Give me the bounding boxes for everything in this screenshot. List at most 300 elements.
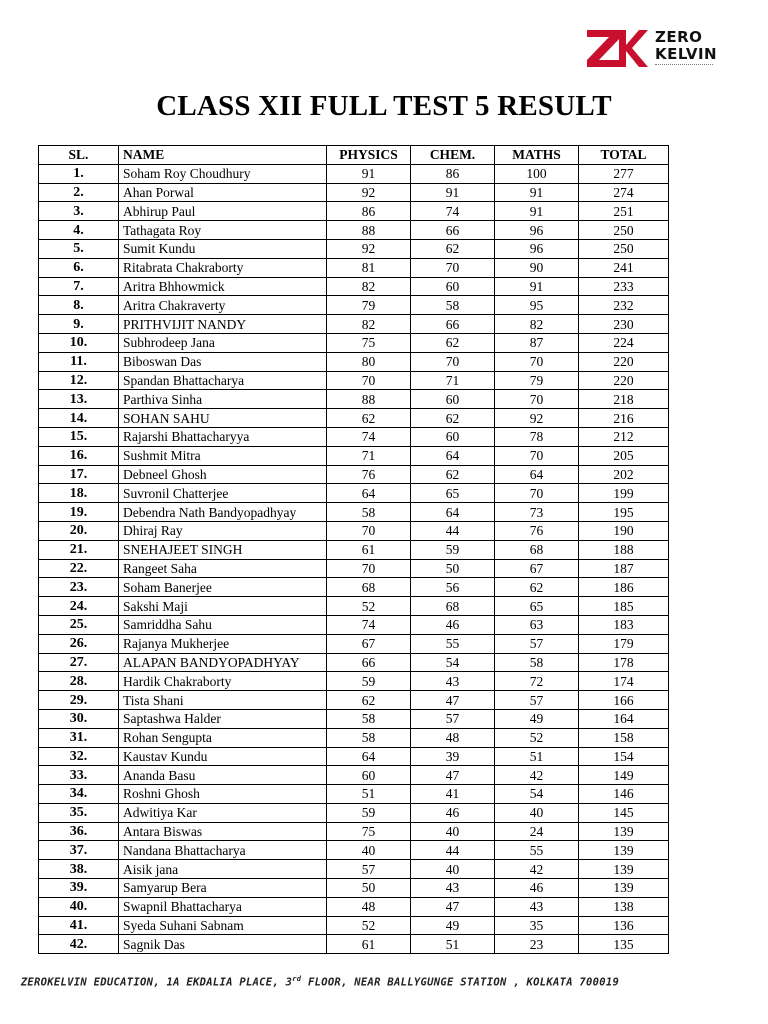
cell-sl: 39. xyxy=(39,879,119,898)
cell-physics: 80 xyxy=(327,352,411,371)
cell-maths: 64 xyxy=(495,465,579,484)
cell-chem: 64 xyxy=(411,503,495,522)
cell-physics: 52 xyxy=(327,597,411,616)
cell-physics: 40 xyxy=(327,841,411,860)
cell-maths: 87 xyxy=(495,333,579,352)
table-row xyxy=(39,747,669,766)
cell-chem: 51 xyxy=(411,935,495,954)
cell-maths: 100 xyxy=(495,164,579,183)
cell-sl: 7. xyxy=(39,277,119,296)
cell-name: Abhirup Paul xyxy=(119,202,327,221)
cell-physics: 59 xyxy=(327,672,411,691)
cell-sl: 13. xyxy=(39,390,119,409)
table-row xyxy=(39,258,669,277)
cell-physics: 86 xyxy=(327,202,411,221)
cell-name: Hardik Chakraborty xyxy=(119,672,327,691)
table-row xyxy=(39,728,669,747)
table-row xyxy=(39,766,669,785)
cell-physics: 88 xyxy=(327,221,411,240)
cell-sl: 15. xyxy=(39,427,119,446)
cell-total: 220 xyxy=(579,371,669,390)
table-row xyxy=(39,333,669,352)
cell-maths: 42 xyxy=(495,766,579,785)
cell-maths: 40 xyxy=(495,803,579,822)
table-row xyxy=(39,221,669,240)
header-name: NAME xyxy=(119,146,327,165)
cell-maths: 79 xyxy=(495,371,579,390)
cell-maths: 91 xyxy=(495,202,579,221)
cell-sl: 30. xyxy=(39,709,119,728)
cell-total: 199 xyxy=(579,484,669,503)
cell-name: Rohan Sengupta xyxy=(119,728,327,747)
table-row xyxy=(39,352,669,371)
cell-name: Ritabrata Chakraborty xyxy=(119,258,327,277)
cell-maths: 35 xyxy=(495,916,579,935)
cell-sl: 10. xyxy=(39,333,119,352)
footer-address-part-1: ZEROKELVIN EDUCATION, 1A EKDALIA PLACE, 3 xyxy=(20,976,293,989)
cell-name: Soham Banerjee xyxy=(119,578,327,597)
cell-name: Antara Biswas xyxy=(119,822,327,841)
cell-total: 136 xyxy=(579,916,669,935)
cell-maths: 96 xyxy=(495,239,579,258)
cell-name: Sumit Kundu xyxy=(119,239,327,258)
cell-physics: 76 xyxy=(327,465,411,484)
cell-maths: 82 xyxy=(495,315,579,334)
cell-sl: 33. xyxy=(39,766,119,785)
cell-physics: 70 xyxy=(327,371,411,390)
cell-sl: 27. xyxy=(39,653,119,672)
cell-sl: 29. xyxy=(39,691,119,710)
cell-sl: 5. xyxy=(39,239,119,258)
cell-name: Saptashwa Halder xyxy=(119,709,327,728)
cell-name: Syeda Suhani Sabnam xyxy=(119,916,327,935)
table-row xyxy=(39,841,669,860)
header-chem: CHEM. xyxy=(411,146,495,165)
table-row xyxy=(39,409,669,428)
cell-maths: 42 xyxy=(495,860,579,879)
cell-maths: 91 xyxy=(495,183,579,202)
cell-name: Soham Roy Choudhury xyxy=(119,164,327,183)
cell-physics: 48 xyxy=(327,897,411,916)
cell-name: SNEHAJEET SINGH xyxy=(119,540,327,559)
table-row xyxy=(39,164,669,183)
cell-chem: 46 xyxy=(411,803,495,822)
table-row xyxy=(39,540,669,559)
cell-chem: 58 xyxy=(411,296,495,315)
cell-name: Debneel Ghosh xyxy=(119,465,327,484)
cell-chem: 49 xyxy=(411,916,495,935)
cell-sl: 35. xyxy=(39,803,119,822)
cell-maths: 24 xyxy=(495,822,579,841)
cell-physics: 70 xyxy=(327,559,411,578)
cell-total: 241 xyxy=(579,258,669,277)
cell-total: 216 xyxy=(579,409,669,428)
cell-name: Ananda Basu xyxy=(119,766,327,785)
cell-chem: 57 xyxy=(411,709,495,728)
cell-physics: 64 xyxy=(327,747,411,766)
cell-sl: 20. xyxy=(39,521,119,540)
cell-physics: 74 xyxy=(327,615,411,634)
cell-sl: 4. xyxy=(39,221,119,240)
cell-maths: 55 xyxy=(495,841,579,860)
cell-total: 174 xyxy=(579,672,669,691)
cell-name: Tista Shani xyxy=(119,691,327,710)
cell-name: Debendra Nath Bandyopadhyay xyxy=(119,503,327,522)
cell-physics: 60 xyxy=(327,766,411,785)
table-row xyxy=(39,521,669,540)
table-row xyxy=(39,503,669,522)
cell-chem: 50 xyxy=(411,559,495,578)
cell-total: 149 xyxy=(579,766,669,785)
cell-total: 135 xyxy=(579,935,669,954)
cell-name: PRITHVIJIT NANDY xyxy=(119,315,327,334)
table-row xyxy=(39,296,669,315)
cell-chem: 66 xyxy=(411,315,495,334)
cell-name: Sakshi Maji xyxy=(119,597,327,616)
table-row xyxy=(39,484,669,503)
cell-physics: 62 xyxy=(327,691,411,710)
cell-total: 230 xyxy=(579,315,669,334)
cell-physics: 51 xyxy=(327,785,411,804)
cell-name: Nandana Bhattacharya xyxy=(119,841,327,860)
table-row xyxy=(39,239,669,258)
cell-physics: 79 xyxy=(327,296,411,315)
cell-chem: 41 xyxy=(411,785,495,804)
cell-chem: 62 xyxy=(411,409,495,428)
header-physics: PHYSICS xyxy=(327,146,411,165)
cell-sl: 37. xyxy=(39,841,119,860)
cell-maths: 65 xyxy=(495,597,579,616)
cell-total: 251 xyxy=(579,202,669,221)
table-row xyxy=(39,634,669,653)
cell-sl: 31. xyxy=(39,728,119,747)
zero-kelvin-logo xyxy=(585,28,718,72)
cell-name: Samyarup Bera xyxy=(119,879,327,898)
cell-maths: 51 xyxy=(495,747,579,766)
cell-chem: 44 xyxy=(411,841,495,860)
cell-sl: 19. xyxy=(39,503,119,522)
cell-sl: 17. xyxy=(39,465,119,484)
cell-chem: 39 xyxy=(411,747,495,766)
cell-maths: 67 xyxy=(495,559,579,578)
page-title: CLASS XII FULL TEST 5 RESULT xyxy=(156,90,612,122)
cell-physics: 64 xyxy=(327,484,411,503)
cell-name: Dhiraj Ray xyxy=(119,521,327,540)
cell-chem: 40 xyxy=(411,822,495,841)
table-row xyxy=(39,935,669,954)
table-row xyxy=(39,691,669,710)
cell-chem: 55 xyxy=(411,634,495,653)
cell-name: Aisik jana xyxy=(119,860,327,879)
cell-maths: 92 xyxy=(495,409,579,428)
cell-name: Biboswan Das xyxy=(119,352,327,371)
cell-name: Sagnik Das xyxy=(119,935,327,954)
cell-maths: 76 xyxy=(495,521,579,540)
table-row xyxy=(39,785,669,804)
cell-total: 139 xyxy=(579,879,669,898)
cell-maths: 54 xyxy=(495,785,579,804)
table-row xyxy=(39,860,669,879)
cell-chem: 47 xyxy=(411,691,495,710)
cell-physics: 66 xyxy=(327,653,411,672)
cell-sl: 34. xyxy=(39,785,119,804)
cell-sl: 1. xyxy=(39,164,119,183)
cell-chem: 60 xyxy=(411,390,495,409)
cell-chem: 65 xyxy=(411,484,495,503)
cell-name: Swapnil Bhattacharya xyxy=(119,897,327,916)
cell-name: Samriddha Sahu xyxy=(119,615,327,634)
cell-physics: 81 xyxy=(327,258,411,277)
cell-name: Aritra Chakraverty xyxy=(119,296,327,315)
cell-maths: 62 xyxy=(495,578,579,597)
cell-sl: 14. xyxy=(39,409,119,428)
cell-sl: 2. xyxy=(39,183,119,202)
cell-maths: 90 xyxy=(495,258,579,277)
cell-name: Aritra Bhhowmick xyxy=(119,277,327,296)
cell-physics: 92 xyxy=(327,239,411,258)
logo-line-1: ZERO xyxy=(655,28,703,46)
cell-total: 139 xyxy=(579,860,669,879)
cell-sl: 8. xyxy=(39,296,119,315)
cell-sl: 22. xyxy=(39,559,119,578)
table-row xyxy=(39,202,669,221)
table-row xyxy=(39,916,669,935)
cell-maths: 78 xyxy=(495,427,579,446)
cell-physics: 50 xyxy=(327,879,411,898)
cell-maths: 46 xyxy=(495,879,579,898)
cell-sl: 42. xyxy=(39,935,119,954)
cell-chem: 59 xyxy=(411,540,495,559)
cell-total: 139 xyxy=(579,841,669,860)
logo-wordmark xyxy=(655,29,717,63)
cell-total: 185 xyxy=(579,597,669,616)
cell-name: SOHAN SAHU xyxy=(119,409,327,428)
cell-sl: 26. xyxy=(39,634,119,653)
cell-maths: 63 xyxy=(495,615,579,634)
cell-maths: 58 xyxy=(495,653,579,672)
cell-total: 179 xyxy=(579,634,669,653)
cell-physics: 67 xyxy=(327,634,411,653)
cell-total: 274 xyxy=(579,183,669,202)
cell-physics: 70 xyxy=(327,521,411,540)
table-row xyxy=(39,465,669,484)
cell-sl: 41. xyxy=(39,916,119,935)
cell-total: 195 xyxy=(579,503,669,522)
table-row xyxy=(39,653,669,672)
table-row xyxy=(39,446,669,465)
cell-sl: 3. xyxy=(39,202,119,221)
cell-maths: 52 xyxy=(495,728,579,747)
cell-chem: 60 xyxy=(411,427,495,446)
cell-maths: 57 xyxy=(495,691,579,710)
table-row xyxy=(39,879,669,898)
cell-physics: 68 xyxy=(327,578,411,597)
cell-sl: 28. xyxy=(39,672,119,691)
cell-total: 164 xyxy=(579,709,669,728)
cell-name: Tathagata Roy xyxy=(119,221,327,240)
cell-chem: 66 xyxy=(411,221,495,240)
cell-sl: 36. xyxy=(39,822,119,841)
cell-sl: 32. xyxy=(39,747,119,766)
cell-physics: 74 xyxy=(327,427,411,446)
cell-physics: 91 xyxy=(327,164,411,183)
cell-total: 178 xyxy=(579,653,669,672)
cell-name: Rajanya Mukherjee xyxy=(119,634,327,653)
table-row xyxy=(39,578,669,597)
cell-chem: 62 xyxy=(411,465,495,484)
cell-total: 220 xyxy=(579,352,669,371)
cell-total: 183 xyxy=(579,615,669,634)
cell-name: Subhrodeep Jana xyxy=(119,333,327,352)
cell-maths: 57 xyxy=(495,634,579,653)
cell-chem: 91 xyxy=(411,183,495,202)
table-row xyxy=(39,427,669,446)
cell-maths: 72 xyxy=(495,672,579,691)
footer-address-part-2: FLOOR, NEAR BALLYGUNGE STATION , KOLKATA 700019 xyxy=(301,976,620,989)
logo-line-2: KELVIN xyxy=(655,45,718,63)
table-row xyxy=(39,390,669,409)
table-row xyxy=(39,803,669,822)
header-sl: SL. xyxy=(39,146,119,165)
cell-physics: 58 xyxy=(327,503,411,522)
table-row xyxy=(39,597,669,616)
footer-ordinal-suffix: rd xyxy=(292,975,302,983)
cell-name: Rangeet Saha xyxy=(119,559,327,578)
cell-physics: 75 xyxy=(327,822,411,841)
cell-total: 139 xyxy=(579,822,669,841)
cell-sl: 16. xyxy=(39,446,119,465)
cell-maths: 91 xyxy=(495,277,579,296)
cell-physics: 82 xyxy=(327,277,411,296)
cell-chem: 70 xyxy=(411,352,495,371)
cell-sl: 11. xyxy=(39,352,119,371)
cell-maths: 70 xyxy=(495,484,579,503)
cell-name: Spandan Bhattacharya xyxy=(119,371,327,390)
cell-chem: 44 xyxy=(411,521,495,540)
cell-maths: 68 xyxy=(495,540,579,559)
cell-physics: 62 xyxy=(327,409,411,428)
cell-physics: 61 xyxy=(327,935,411,954)
cell-chem: 47 xyxy=(411,766,495,785)
cell-total: 186 xyxy=(579,578,669,597)
cell-chem: 71 xyxy=(411,371,495,390)
cell-sl: 9. xyxy=(39,315,119,334)
cell-name: Parthiva Sinha xyxy=(119,390,327,409)
cell-chem: 54 xyxy=(411,653,495,672)
cell-total: 233 xyxy=(579,277,669,296)
cell-sl: 21. xyxy=(39,540,119,559)
table-header-row xyxy=(39,146,669,165)
cell-name: Sushmit Mitra xyxy=(119,446,327,465)
cell-chem: 86 xyxy=(411,164,495,183)
cell-physics: 71 xyxy=(327,446,411,465)
cell-physics: 59 xyxy=(327,803,411,822)
footer-address xyxy=(0,975,640,989)
cell-total: 250 xyxy=(579,221,669,240)
cell-chem: 74 xyxy=(411,202,495,221)
cell-sl: 23. xyxy=(39,578,119,597)
cell-sl: 40. xyxy=(39,897,119,916)
cell-name: Roshni Ghosh xyxy=(119,785,327,804)
cell-physics: 75 xyxy=(327,333,411,352)
cell-maths: 49 xyxy=(495,709,579,728)
cell-name: Suvronil Chatterjee xyxy=(119,484,327,503)
cell-name: Rajarshi Bhattacharyya xyxy=(119,427,327,446)
cell-maths: 73 xyxy=(495,503,579,522)
logo-tagline-decoration xyxy=(655,64,713,68)
results-table xyxy=(38,145,669,954)
table-row xyxy=(39,559,669,578)
cell-chem: 46 xyxy=(411,615,495,634)
table-row xyxy=(39,897,669,916)
cell-total: 187 xyxy=(579,559,669,578)
cell-chem: 48 xyxy=(411,728,495,747)
cell-name: ALAPAN BANDYOPADHYAY xyxy=(119,653,327,672)
cell-chem: 43 xyxy=(411,879,495,898)
cell-total: 154 xyxy=(579,747,669,766)
cell-physics: 57 xyxy=(327,860,411,879)
cell-maths: 43 xyxy=(495,897,579,916)
cell-physics: 58 xyxy=(327,709,411,728)
cell-chem: 62 xyxy=(411,333,495,352)
cell-chem: 64 xyxy=(411,446,495,465)
cell-physics: 82 xyxy=(327,315,411,334)
cell-total: 218 xyxy=(579,390,669,409)
cell-sl: 12. xyxy=(39,371,119,390)
zk-logo-icon xyxy=(585,28,649,68)
cell-total: 277 xyxy=(579,164,669,183)
cell-total: 188 xyxy=(579,540,669,559)
cell-total: 224 xyxy=(579,333,669,352)
cell-maths: 23 xyxy=(495,935,579,954)
cell-total: 232 xyxy=(579,296,669,315)
cell-chem: 62 xyxy=(411,239,495,258)
cell-name: Ahan Porwal xyxy=(119,183,327,202)
cell-maths: 95 xyxy=(495,296,579,315)
cell-total: 190 xyxy=(579,521,669,540)
table-row xyxy=(39,709,669,728)
header-total: TOTAL xyxy=(579,146,669,165)
cell-total: 158 xyxy=(579,728,669,747)
cell-total: 166 xyxy=(579,691,669,710)
cell-total: 205 xyxy=(579,446,669,465)
cell-total: 202 xyxy=(579,465,669,484)
cell-sl: 25. xyxy=(39,615,119,634)
cell-physics: 52 xyxy=(327,916,411,935)
table-row xyxy=(39,672,669,691)
table-row xyxy=(39,277,669,296)
cell-chem: 40 xyxy=(411,860,495,879)
cell-total: 250 xyxy=(579,239,669,258)
cell-sl: 18. xyxy=(39,484,119,503)
table-row xyxy=(39,315,669,334)
cell-total: 146 xyxy=(579,785,669,804)
cell-name: Kaustav Kundu xyxy=(119,747,327,766)
cell-sl: 38. xyxy=(39,860,119,879)
cell-total: 138 xyxy=(579,897,669,916)
table-row xyxy=(39,183,669,202)
cell-chem: 68 xyxy=(411,597,495,616)
cell-maths: 96 xyxy=(495,221,579,240)
cell-total: 145 xyxy=(579,803,669,822)
cell-sl: 24. xyxy=(39,597,119,616)
cell-maths: 70 xyxy=(495,390,579,409)
cell-physics: 92 xyxy=(327,183,411,202)
cell-total: 212 xyxy=(579,427,669,446)
cell-physics: 61 xyxy=(327,540,411,559)
cell-maths: 70 xyxy=(495,446,579,465)
cell-chem: 47 xyxy=(411,897,495,916)
